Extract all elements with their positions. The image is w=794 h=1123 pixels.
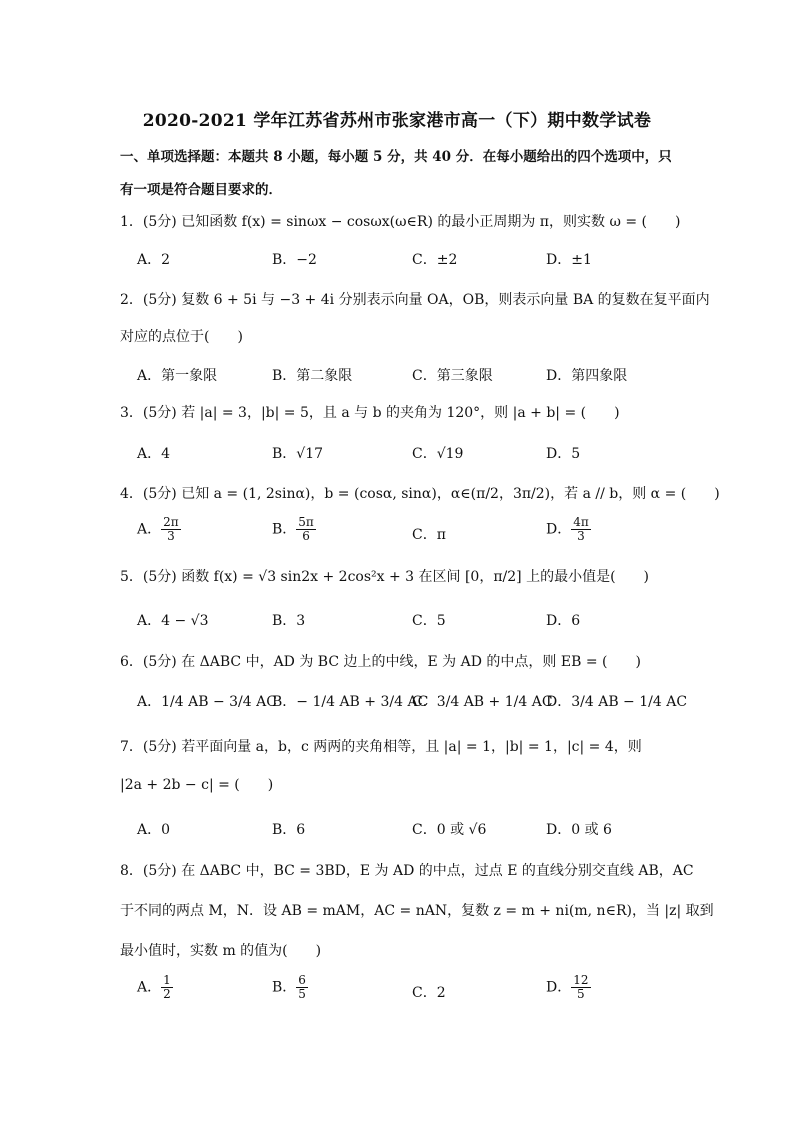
q2-option-c: C．第三象限 xyxy=(412,368,493,384)
q8-option-a-numerator: 1 xyxy=(163,973,171,987)
q6-option-a: A．1/4 AB − 3/4 AC xyxy=(137,694,277,710)
q4-option-b-label: B． xyxy=(272,521,297,538)
q4-stem: 4．(5分) 已知 a = (1, 2sinα)，b = (cosα, sinα)，α∈(π/2，3π/2)，若 a // b，则 α = ( ) xyxy=(120,486,720,502)
q3-option-b: B．√17 xyxy=(272,446,324,462)
q8-option-b-label: B． xyxy=(272,979,297,996)
q3-option-a: A．4 xyxy=(137,446,171,462)
q3-option-d: D．5 xyxy=(546,446,581,462)
q6-option-d: D．3/4 AB − 1/4 AC xyxy=(546,694,688,710)
section-heading-line1: 一、单项选择题：本题共 8 小题，每小题 5 分，共 40 分．在每小题给出的四个选项中，只 xyxy=(120,149,672,165)
q6-stem: 6．(5分) 在 ΔABC 中，AD 为 BC 边上的中线，E 为 AD 的中点，则 EB = ( ) xyxy=(120,654,641,670)
q8-option-d xyxy=(546,974,591,1001)
q3-option-c: C．√19 xyxy=(412,446,464,462)
q2-option-b: B．第二象限 xyxy=(272,368,353,384)
q8-option-c: C．2 xyxy=(412,985,446,1001)
q6-option-c: C．3/4 AB + 1/4 AC xyxy=(412,694,553,710)
q7-option-b: B．6 xyxy=(272,822,306,838)
q4-option-d-label: D． xyxy=(546,521,572,538)
q4-option-a-numerator: 2π xyxy=(163,515,179,529)
q5-option-a: A．4 − √3 xyxy=(137,613,209,629)
q8-option-a-label: A． xyxy=(137,979,162,996)
q5-option-b: B．3 xyxy=(272,613,306,629)
q8-option-a xyxy=(137,974,173,1001)
q4-option-d xyxy=(546,516,591,543)
q2-stem-line1: 2．(5分) 复数 6 + 5i 与 −3 + 4i 分别表示向量 OA，OB，则表示向量 BA 的复数在复平面内 xyxy=(120,292,710,308)
q8-option-b-numerator: 6 xyxy=(298,973,306,987)
q4-option-a-fraction xyxy=(161,516,181,543)
q1-stem: 1．(5分) 已知函数 f(x) = sinωx − cosωx(ω∈R) 的最小正周期为 π，则实数 ω = ( ) xyxy=(120,214,681,230)
q4-option-c: C．π xyxy=(412,527,446,543)
q8-stem-line2: 于不同的两点 M，N．设 AB = mAM，AC = nAN，复数 z = m + ni(m, n∈R)，当 |z| 取到 xyxy=(120,903,714,919)
q4-option-b-numerator: 5π xyxy=(298,515,314,529)
q7-option-c: C．0 或 √6 xyxy=(412,822,487,838)
q1-option-a: A．2 xyxy=(137,252,171,268)
q7-option-d: D．0 或 6 xyxy=(546,822,612,838)
q4-option-b-fraction xyxy=(296,516,316,543)
q8-option-b-denominator: 5 xyxy=(298,987,306,1001)
q8-option-d-denominator: 5 xyxy=(577,987,585,1001)
q4-option-a-denominator: 3 xyxy=(167,529,175,543)
q7-stem-line1: 7．(5分) 若平面向量 a，b，c 两两的夹角相等，且 |a| = 1，|b| = 1，|c| = 4，则 xyxy=(120,739,642,755)
q4-option-d-denominator: 3 xyxy=(577,529,585,543)
section-heading-line2: 有一项是符合题目要求的． xyxy=(120,182,282,198)
q2-stem-line2: 对应的点位于( ) xyxy=(120,329,243,345)
q1-option-d: D．±1 xyxy=(546,252,592,268)
q5-option-d: D．6 xyxy=(546,613,581,629)
q6-option-b: B．− 1/4 AB + 3/4 AC xyxy=(272,694,429,710)
q8-stem-line1: 8．(5分) 在 ΔABC 中，BC = 3BD，E 为 AD 的中点，过点 E 的直线分别交直线 AB，AC xyxy=(120,863,694,879)
q1-option-c: C．±2 xyxy=(412,252,458,268)
q8-option-d-label: D． xyxy=(546,979,572,996)
q2-option-a: A．第一象限 xyxy=(137,368,218,384)
q4-option-b xyxy=(272,516,316,543)
q4-option-a-label: A． xyxy=(137,521,162,538)
q4-option-d-numerator: 4π xyxy=(573,515,589,529)
q8-option-b xyxy=(272,974,308,1001)
q8-option-a-fraction xyxy=(161,974,173,1001)
q7-option-a: A．0 xyxy=(137,822,171,838)
q5-stem: 5．(5分) 函数 f(x) = √3 sin2x + 2cos²x + 3 在区间 [0，π/2] 上的最小值是( ) xyxy=(120,569,649,585)
q4-option-a xyxy=(137,516,181,543)
q4-option-b-denominator: 6 xyxy=(302,529,310,543)
q8-option-b-fraction xyxy=(296,974,308,1001)
q8-option-a-denominator: 2 xyxy=(163,987,171,1001)
q8-option-d-fraction xyxy=(571,974,590,1001)
q1-option-b: B．−2 xyxy=(272,252,317,268)
q4-option-d-fraction xyxy=(571,516,591,543)
q2-option-d: D．第四象限 xyxy=(546,368,628,384)
q7-stem-line2: |2a + 2b − c| = ( ) xyxy=(120,777,274,793)
q8-stem-line3: 最小值时，实数 m 的值为( ) xyxy=(120,943,322,959)
q3-stem: 3．(5分) 若 |a| = 3，|b| = 5，且 a 与 b 的夹角为 120°，则 |a + b| = ( ) xyxy=(120,405,620,421)
q5-option-c: C．5 xyxy=(412,613,446,629)
q8-option-d-numerator: 12 xyxy=(573,973,589,987)
page-title: 2020-2021 学年江苏省苏州市张家港市高一（下）期中数学试卷 xyxy=(142,111,652,131)
